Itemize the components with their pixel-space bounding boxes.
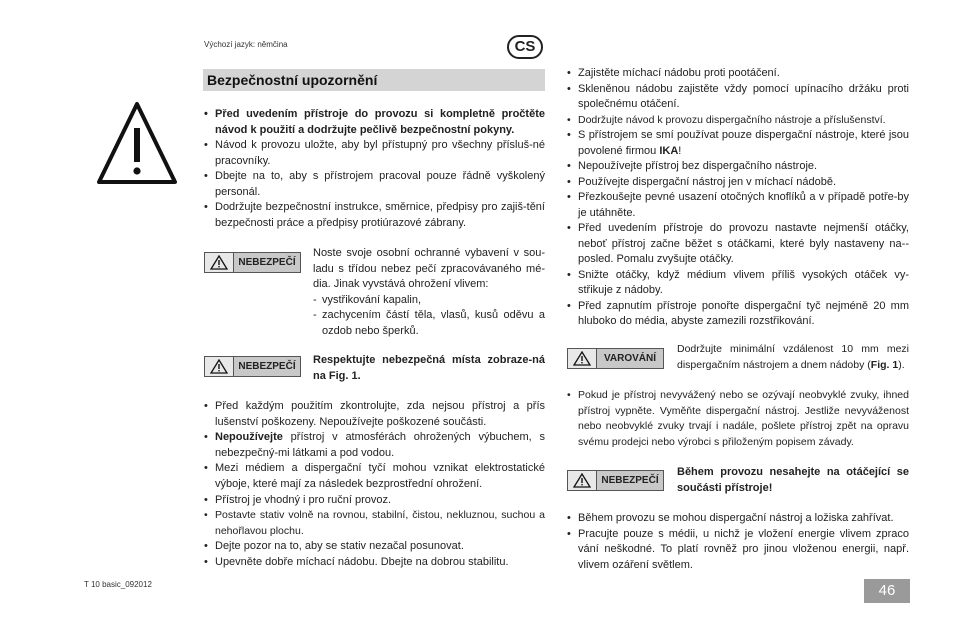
danger-label xyxy=(204,252,301,273)
danger-text xyxy=(313,246,545,339)
list-item: • Snižte otáčky, když médium vlivem příliš vysokých otáček vy-střikuje z nádoby. xyxy=(567,268,909,299)
warning-small-icon xyxy=(568,349,597,368)
warning-text xyxy=(677,342,909,373)
document-code: T 10 basic_092012 xyxy=(84,580,152,589)
list-item xyxy=(567,128,909,159)
warning-small-icon xyxy=(205,253,234,272)
list-item: • Nepoužívejte přístroj bez dispergačního nástroje. xyxy=(567,159,909,175)
list-item-text: ! xyxy=(678,144,682,157)
list-item: • Používejte dispergační nástroj jen v míchací nádobě. xyxy=(567,175,909,191)
list-item xyxy=(204,430,545,461)
language-badge: CS xyxy=(507,35,543,59)
list-item-text: přístroj v atmosférách ohrožených výbuchem, s nebezpečný-mi látkami a pod vodou. xyxy=(215,431,545,459)
list-item: • Před uvedením přístroje do provozu si kompletně pročtěte návod k použití a dodržujte pečlivě bezpečnostní pokyny. xyxy=(204,107,545,138)
danger-label xyxy=(204,356,301,377)
list-item: - zachycením částí těla, vlasů, kusů oděvu a ozdob nebo šperků. xyxy=(313,308,545,339)
list-item: • Pokud je přístroj nevyvážený nebo se ozývají neobvyklé zvuky, ihned přístroj vypněte. Vyměňte dispergační nástroj. Jestliže nevyváženost nebo neobvyklé zvuky trvají i nadále, pošlete přístroj zpět na opravu svému prodejci nebo výrobci s přiloženým popisem závady. xyxy=(567,388,909,450)
list-item: • Skleněnou nádobu zajistěte vždy pomocí upínacího držáku proti společnému otáčení. xyxy=(567,82,909,113)
list-item: • Pracujte pouze s médii, u nichž je vložení energie vlivem zpraco vání neškodné. To platí rovněž pro jinou vloženou energii, např. vlivem ozáření světlem. xyxy=(567,527,909,574)
danger-text: Během provozu nesahejte na otáčející se součásti přístroje! xyxy=(677,466,909,494)
safety-list xyxy=(204,399,545,571)
fault-list xyxy=(567,388,909,450)
warning-label xyxy=(567,348,664,369)
brand-name: IKA xyxy=(659,144,679,157)
list-item: • Před zapnutím přístroje ponořte dispergační tyč nejméně 20 mm hluboko do média, abyste zamezili rozstřikování. xyxy=(567,299,909,330)
list-item: • Před uvedením přístroje do provozu nastavte nejmenší otáčky, neboť přístroj začne běžet s otáčkami, které byly nastaveny na--posled. Pomalu zvyšujte otáčky. xyxy=(567,221,909,268)
danger-paragraph: Noste svoje osobní ochranné vybavení v sou-ladu s třídou nebez pečí zpracovávaného mé-dia. Jinak vyvstává ohrožení vlivem: xyxy=(313,247,545,290)
warning-triangle-icon xyxy=(95,100,179,186)
danger-label-text: NEBEZPEČÍ xyxy=(238,257,296,268)
list-item: • Přístroj je vhodný i pro ruční provoz. xyxy=(204,493,545,509)
figure-reference: Fig. 1 xyxy=(870,358,899,371)
list-item: • Dbejte na to, aby s přístrojem pracoval pouze řádně vyškolený personál. xyxy=(204,169,545,200)
intro-list xyxy=(204,107,545,231)
danger-label xyxy=(567,470,664,491)
page-number: 46 xyxy=(864,579,910,603)
source-language-note: Výchozí jazyk: němčina xyxy=(204,40,288,49)
emphasis-text: Nepoužívejte xyxy=(215,431,283,444)
danger-label-text: NEBEZPEČÍ xyxy=(238,361,296,372)
warning-paragraph: Dodržujte minimální vzdálenost 10 mm mezi dispergačním nástrojem a dnem nádoby ( xyxy=(677,343,909,371)
list-item: • Dodržujte bezpečnostní instrukce, směrnice, předpisy pro zajiš-tění bezpečnosti práce a předpisy protiúrazové zábrany. xyxy=(204,200,545,231)
list-item: • Postavte stativ volně na rovnou, stabilní, čistou, nekluznou, suchou a nehořlavou plochu. xyxy=(204,508,545,539)
operation-list xyxy=(567,66,909,330)
section-title: Bezpečnostní upozornění xyxy=(203,69,545,91)
heat-list xyxy=(567,511,909,573)
danger-text: Respektujte nebezpečná místa zobraze-ná na Fig. 1. xyxy=(313,354,545,382)
list-item: • Před každým použitím zkontrolujte, zda nejsou přístroj a přís lušenství poškozeny. Nepoužívejte poškozené součásti. xyxy=(204,399,545,430)
list-item: - vystřikování kapalin, xyxy=(313,293,545,309)
list-item: • Zajistěte míchací nádobu proti pootáčení. xyxy=(567,66,909,82)
danger-label-text: NEBEZPEČÍ xyxy=(601,475,659,486)
list-item-text: S přístrojem se smí používat pouze dispergační nástroje, které jsou povolené firmou xyxy=(578,129,909,157)
warning-paragraph-end: ). xyxy=(898,358,905,371)
list-item: • Přezkoušejte pevné usazení otočných knoflíků a v případě potře-by je utáhněte. xyxy=(567,190,909,221)
warning-small-icon xyxy=(568,471,597,490)
list-item: • Během provozu se mohou dispergační nástroj a ložiska zahřívat. xyxy=(567,511,909,527)
list-item: • Dodržujte návod k provozu dispergačního nástroje a příslušenství. xyxy=(567,113,909,129)
list-item: • Mezi médiem a dispergační tyčí mohou vznikat elektrostatické výboje, které mají za následek bezprostřední ohrožení. xyxy=(204,461,545,492)
warning-small-icon xyxy=(205,357,234,376)
list-item: • Návod k provozu uložte, aby byl přístupný pro všechny přísluš-né pracovníky. xyxy=(204,138,545,169)
hazard-list xyxy=(313,293,545,340)
list-item: • Dejte pozor na to, aby se stativ nezačal posunovat. xyxy=(204,539,545,555)
warning-label-text: VAROVÁNÍ xyxy=(603,353,657,364)
list-item: • Upevněte dobře míchací nádobu. Dbejte na dobrou stabilitu. xyxy=(204,555,545,571)
